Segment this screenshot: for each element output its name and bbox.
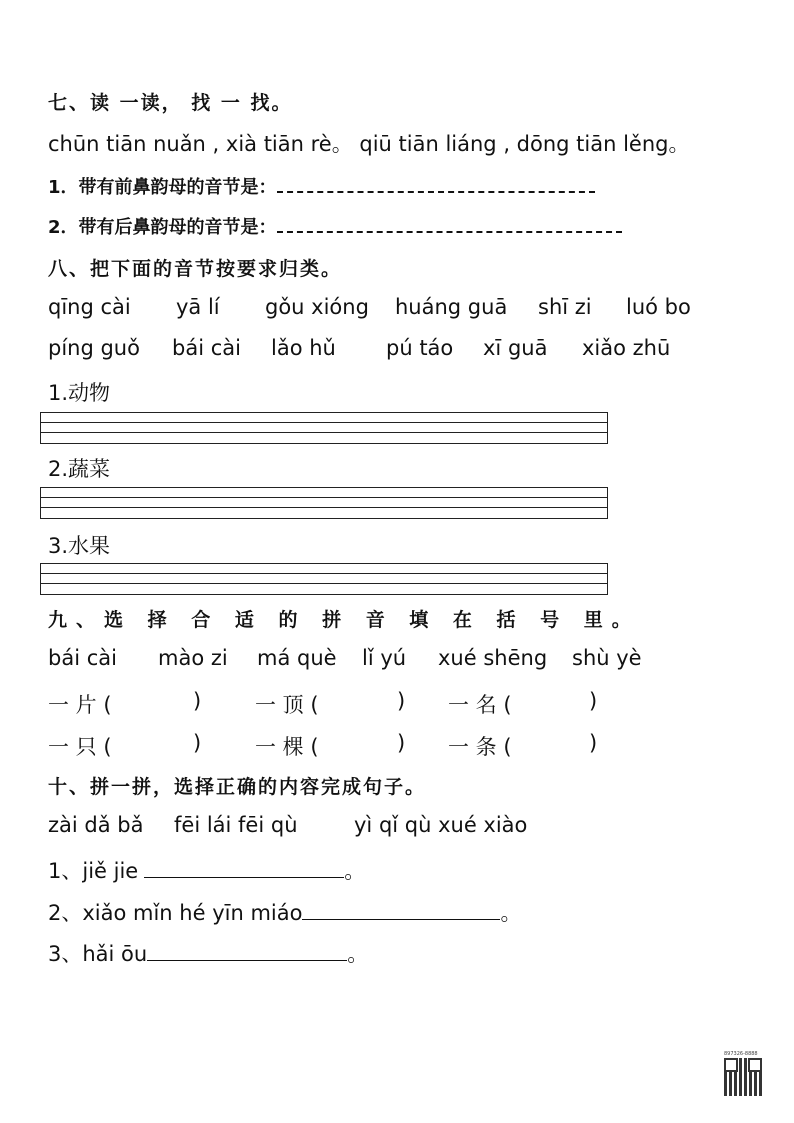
pinyin-option: xué shēng (438, 646, 548, 670)
pinyin-item: pú táo (386, 336, 454, 360)
sentence-3 (48, 938, 368, 968)
category-label-animals: 1.动物 (48, 381, 111, 405)
section7-q2 (48, 213, 622, 239)
pinyin-item: xī guā (483, 336, 548, 360)
pinyin-option: yì qǐ qù xué xiào (354, 813, 528, 837)
pinyin-item: qīng cài (48, 295, 131, 319)
sentence-1 (48, 855, 365, 885)
pinyin-option: lǐ yú (362, 646, 407, 670)
writing-lines-animals[interactable] (40, 412, 608, 444)
answer-dash-line[interactable] (277, 217, 622, 233)
answer-underline[interactable] (144, 857, 344, 878)
qr-caption: 897326-8888 (724, 1051, 758, 1057)
qr-code-icon (724, 1058, 762, 1096)
writing-lines-vegetables[interactable] (40, 487, 608, 519)
answer-underline[interactable] (147, 940, 347, 961)
section10-heading: 十、拼一拼，选择正确的内容完成句子。 (48, 776, 427, 798)
pinyin-item: luó bo (626, 295, 691, 319)
writing-lines-fruits[interactable] (40, 563, 608, 595)
section8-heading: 八、把下面的音节按要求归类。 (48, 258, 343, 280)
pinyin-item: xiǎo zhū (582, 336, 671, 360)
measure-word-blank: 一 棵 ( (255, 735, 319, 759)
sentence-1-subject: 1、jiě jie (48, 859, 139, 883)
sentence-2 (48, 897, 521, 927)
pinyin-item: shī zi (538, 295, 592, 319)
answer-underline[interactable] (302, 899, 500, 920)
section7-pinyin-line: chūn tiān nuǎn , xià tiān rè。 qiū tiān liáng , dōng tiān lěng。 (48, 132, 690, 156)
section7-q1 (48, 173, 595, 199)
pinyin-option: fēi lái fēi qù (174, 813, 298, 837)
measure-word-blank: 一 只 ( (48, 735, 112, 759)
pinyin-item: huáng guā (395, 295, 508, 319)
sentence-end: 。 (347, 942, 369, 966)
section9-heading: 九、选 择 合 适 的 拼 音 填 在 括 号 里。 (48, 609, 640, 631)
measure-word-blank: 一 条 ( (448, 735, 512, 759)
pinyin-item: lǎo hǔ (271, 336, 336, 360)
pinyin-option: má què (257, 646, 337, 670)
sentence-2-subject: 2、xiǎo mǐn hé yīn miáo (48, 901, 303, 925)
measure-word-blank: 一 片 ( (48, 693, 112, 717)
category-label-vegetables: 2.蔬菜 (48, 457, 111, 481)
pinyin-option: zài dǎ bǎ (48, 813, 144, 837)
close-paren: ) (397, 689, 406, 713)
pinyin-option: bái cài (48, 646, 117, 670)
close-paren: ) (397, 731, 406, 755)
category-label-fruits: 3.水果 (48, 534, 111, 558)
measure-word-blank: 一 名 ( (448, 693, 512, 717)
answer-dash-line[interactable] (277, 177, 595, 193)
section7-q1-label: 1．带有前鼻韵母的音节是： (48, 177, 277, 198)
pinyin-item: gǒu xióng (265, 295, 369, 319)
close-paren: ) (193, 731, 202, 755)
sentence-end: 。 (344, 859, 366, 883)
pinyin-item: bái cài (172, 336, 241, 360)
pinyin-option: mào zi (158, 646, 228, 670)
section7-q2-label: 2．带有后鼻韵母的音节是： (48, 217, 277, 238)
pinyin-option: shù yè (572, 646, 642, 670)
pinyin-item: yā lí (176, 295, 220, 319)
pinyin-item: píng guǒ (48, 336, 140, 360)
sentence-end: 。 (500, 901, 522, 925)
close-paren: ) (589, 731, 598, 755)
section7-heading: 七、读 一读， 找 一 找。 (48, 92, 293, 114)
sentence-3-subject: 3、hǎi ōu (48, 942, 148, 966)
measure-word-blank: 一 顶 ( (255, 693, 319, 717)
close-paren: ) (589, 689, 598, 713)
close-paren: ) (193, 689, 202, 713)
